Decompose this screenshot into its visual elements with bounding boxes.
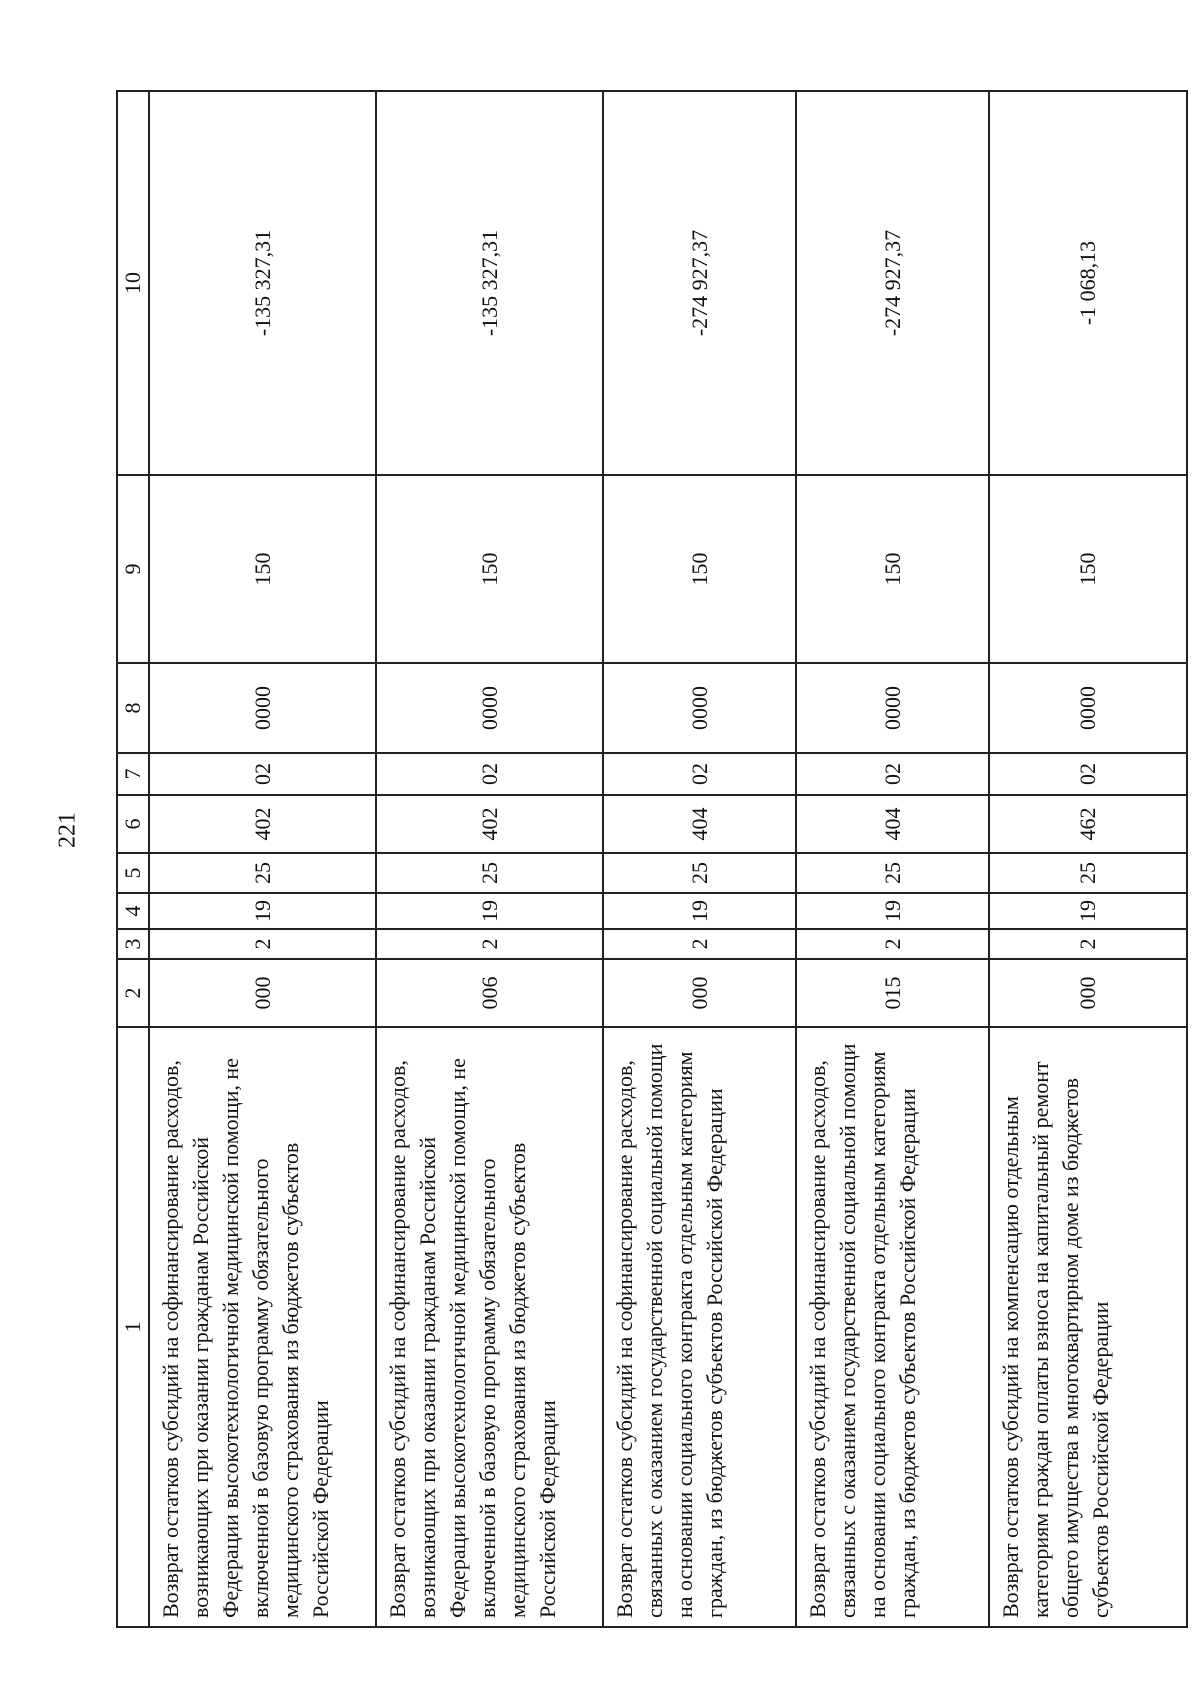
header-col-10: 10	[117, 91, 149, 475]
table-row	[376, 91, 603, 1627]
row-code-8: 0000	[149, 663, 376, 753]
row-description: Возврат остатков субсидий на софинансирование расходов, возникающих при оказании гражданам Российской Федерации высокотехнологичной медицинской помощи, не включенной в базовую программу обязательного медицинского страхования из бюджетов субъектов Российской Федерации	[376, 1027, 603, 1627]
row-code-6: 402	[376, 795, 603, 853]
row-code-4: 19	[149, 893, 376, 929]
table-row	[603, 91, 796, 1627]
row-code-3: 2	[796, 929, 989, 959]
table-row	[149, 91, 376, 1627]
row-code-2: 000	[603, 959, 796, 1027]
header-col-8: 8	[117, 663, 149, 753]
table-row	[796, 91, 989, 1627]
row-code-6: 402	[149, 795, 376, 853]
row-amount: -274 927,37	[796, 91, 989, 475]
row-code-2: 000	[149, 959, 376, 1027]
row-code-3: 2	[149, 929, 376, 959]
budget-table	[116, 90, 1188, 1628]
row-description: Возврат остатков субсидий на компенсацию отдельным категориям граждан оплаты взноса на капитальный ремонт общего имущества в многоквартирном доме из бюджетов субъектов Российской Федерации	[989, 1027, 1187, 1627]
row-code-9: 150	[376, 475, 603, 663]
row-code-5: 25	[149, 853, 376, 893]
row-code-2: 006	[376, 959, 603, 1027]
row-description: Возврат остатков субсидий на софинансирование расходов, возникающих при оказании гражданам Российской Федерации высокотехнологичной медицинской помощи, не включенной в базовую программу обязательного медицинского страхования из бюджетов субъектов Российской Федерации	[149, 1027, 376, 1627]
row-code-7: 02	[603, 753, 796, 795]
row-code-5: 25	[603, 853, 796, 893]
row-description: Возврат остатков субсидий на софинансирование расходов, связанных с оказанием государственной социальной помощи на основании социального контракта отдельным категориям граждан, из бюджетов субъектов Российской Федерации	[603, 1027, 796, 1627]
rotated-table-wrapper	[116, 92, 1188, 1628]
row-code-8: 0000	[376, 663, 603, 753]
page-number: 221	[54, 812, 81, 848]
row-code-8: 0000	[989, 663, 1187, 753]
header-col-1: 1	[117, 1027, 149, 1627]
row-code-6: 404	[796, 795, 989, 853]
header-col-4: 4	[117, 893, 149, 929]
header-col-3: 3	[117, 929, 149, 959]
row-amount: -135 327,31	[149, 91, 376, 475]
row-code-2: 000	[989, 959, 1187, 1027]
table-row	[989, 91, 1187, 1627]
row-code-4: 19	[376, 893, 603, 929]
row-code-5: 25	[796, 853, 989, 893]
row-code-7: 02	[796, 753, 989, 795]
row-code-8: 0000	[796, 663, 989, 753]
header-col-6: 6	[117, 795, 149, 853]
row-code-2: 015	[796, 959, 989, 1027]
row-code-3: 2	[376, 929, 603, 959]
row-code-9: 150	[603, 475, 796, 663]
row-amount: -1 068,13	[989, 91, 1187, 475]
row-description: Возврат остатков субсидий на софинансирование расходов, связанных с оказанием государственной социальной помощи на основании социального контракта отдельным категориям граждан, из бюджетов субъектов Российской Федерации	[796, 1027, 989, 1627]
header-col-7: 7	[117, 753, 149, 795]
header-col-5: 5	[117, 853, 149, 893]
row-code-5: 25	[376, 853, 603, 893]
row-amount: -135 327,31	[376, 91, 603, 475]
row-code-4: 19	[603, 893, 796, 929]
row-code-9: 150	[989, 475, 1187, 663]
row-code-3: 2	[603, 929, 796, 959]
row-code-7: 02	[149, 753, 376, 795]
row-amount: -274 927,37	[603, 91, 796, 475]
row-code-7: 02	[376, 753, 603, 795]
row-code-9: 150	[149, 475, 376, 663]
row-code-5: 25	[989, 853, 1187, 893]
row-code-3: 2	[989, 929, 1187, 959]
row-code-8: 0000	[603, 663, 796, 753]
row-code-4: 19	[796, 893, 989, 929]
row-code-9: 150	[796, 475, 989, 663]
row-code-7: 02	[989, 753, 1187, 795]
header-col-9: 9	[117, 475, 149, 663]
row-code-6: 404	[603, 795, 796, 853]
table-header-row	[117, 91, 149, 1627]
row-code-6: 462	[989, 795, 1187, 853]
header-col-2: 2	[117, 959, 149, 1027]
row-code-4: 19	[989, 893, 1187, 929]
